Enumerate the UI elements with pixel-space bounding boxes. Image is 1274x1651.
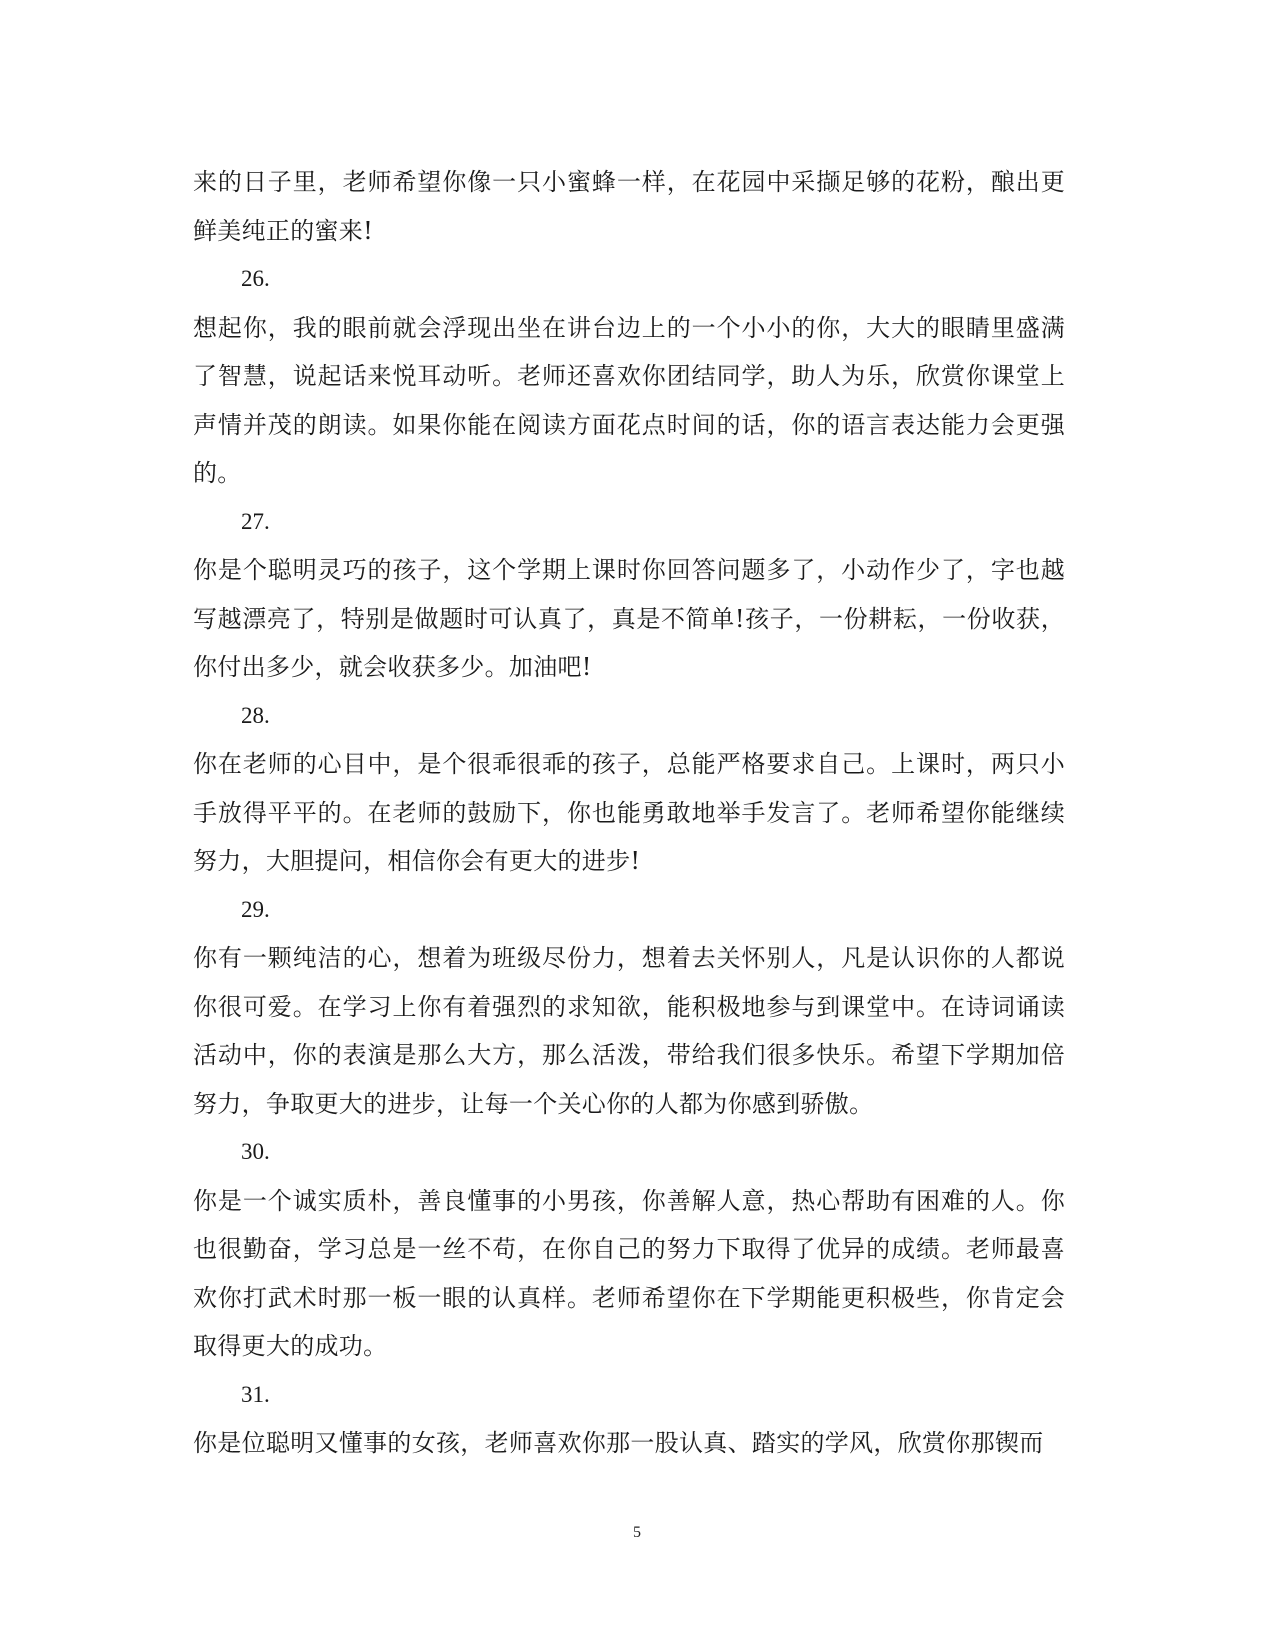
comment-paragraph-29: 你有一颗纯洁的心，想着为班级尽份力，想着去关怀别人，凡是认识你的人都说你很可爱。在学习上你有着强烈的求知欲，能积极地参与到课堂中。在诗词诵读活动中，你的表演是那么大方，那么活泼，带给我们很多快乐。希望下学期加倍努力，争取更大的进步，让每一个关心你的人都为你感到骄傲。 bbox=[193, 944, 1065, 1118]
comment-paragraph-31-start: 你是位聪明又懂事的女孩，老师喜欢你那一股认真、踏实的学风，欣赏你那锲而 bbox=[193, 1429, 1044, 1457]
comment-paragraph-26: 想起你，我的眼前就会浮现出坐在讲台边上的一个小小的你，大大的眼睛里盛满了智慧，说起话来悦耳动听。老师还喜欢你团结同学，助人为乐，欣赏你课堂上声情并茂的朗读。如果你能在阅读方面花点时间的话，你的语言表达能力会更强的。 bbox=[193, 313, 1065, 487]
item-number-27: 27. bbox=[241, 508, 270, 534]
document-body bbox=[193, 158, 1065, 1468]
item-number-31: 31. bbox=[241, 1381, 270, 1407]
comment-paragraph-28: 你在老师的心目中，是个很乖很乖的孩子，总能严格要求自己。上课时，两只小手放得平平的。在老师的鼓励下，你也能勇敢地举手发言了。老师希望你能继续努力，大胆提问，相信你会有更大的进步! bbox=[193, 750, 1065, 875]
item-number-30: 30. bbox=[241, 1139, 270, 1164]
comment-paragraph-27: 你是个聪明灵巧的孩子，这个学期上课时你回答问题多了，小动作少了，字也越写越漂亮了，特别是做题时可认真了，真是不简单!孩子，一份耕耘，一份收获，你付出多少，就会收获多少。加油吧! bbox=[193, 556, 1065, 681]
item-number-26: 26. bbox=[241, 266, 270, 291]
item-number-29: 29. bbox=[241, 896, 270, 922]
comment-paragraph-30: 你是一个诚实质朴，善良懂事的小男孩，你善解人意，热心帮助有困难的人。你也很勤奋，学习总是一丝不苟，在你自己的努力下取得了优异的成绩。老师最喜欢你打武术时那一板一眼的认真样。老师希望你在下学期能更积极些，你肯定会取得更大的成功。 bbox=[193, 1186, 1065, 1360]
item-number-28: 28. bbox=[241, 702, 270, 728]
page-number: 5 bbox=[633, 1524, 641, 1541]
comment-paragraph-25-end: 来的日子里，老师希望你像一只小蜜蜂一样，在花园中采撷足够的花粉，酿出更鲜美纯正的蜜来! bbox=[193, 168, 1065, 245]
